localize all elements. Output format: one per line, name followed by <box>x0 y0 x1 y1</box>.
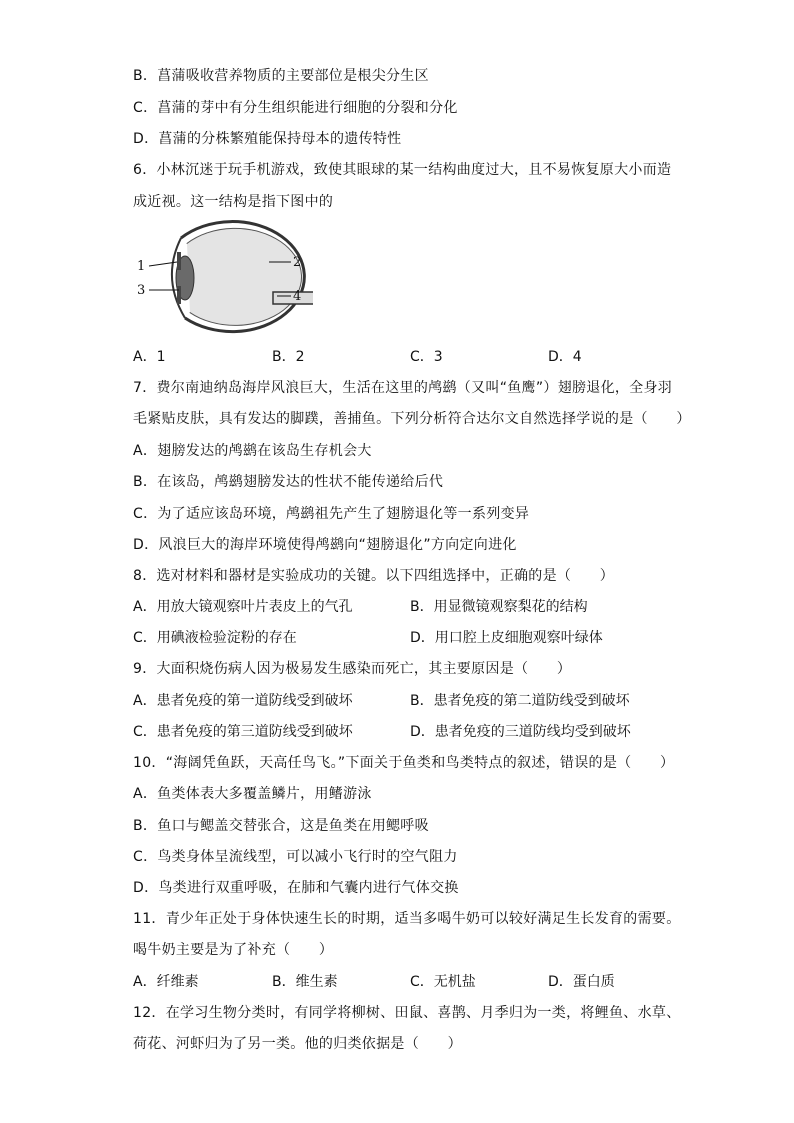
eyeball-body-fill <box>187 229 301 325</box>
q6-stem-line1: 6．小林沉迷于玩手机游戏，致使其眼球的某一结构曲度过大，且不易恢复原大小而造 <box>133 162 672 178</box>
q10-option-d: D．鸟类进行双重呼吸，在肺和气囊内进行气体交换 <box>133 880 459 896</box>
q9-option-b: B．患者免疫的第二道防线受到破坏 <box>410 693 630 709</box>
q6-option-b: B．2 <box>272 349 305 365</box>
q11-option-c: C．无机盐 <box>410 974 476 990</box>
q5-option-c: C．菖蒲的芽中有分生组织能进行细胞的分裂和分化 <box>133 100 458 116</box>
q11-option-d: D．蛋白质 <box>548 974 615 990</box>
q8-option-b: B．用显微镜观察梨花的结构 <box>410 599 588 615</box>
q5-option-b: B．菖蒲吸收营养物质的主要部位是根尖分生区 <box>133 68 429 84</box>
q8-stem: 8．选对材料和器材是实验成功的关键。以下四组选择中，正确的是（ ） <box>133 568 615 584</box>
q12-stem-line2: 荷花、河虾归为了另一类。他的归类依据是（ ） <box>133 1036 462 1052</box>
label-2: 2 <box>293 255 302 270</box>
q10-option-b: B．鱼口与鳃盖交替张合，这是鱼类在用鳃呼吸 <box>133 818 429 834</box>
q11-option-a: A．纤维素 <box>133 974 199 990</box>
q11-stem-line2: 喝牛奶主要是为了补充（ ） <box>133 942 334 958</box>
q9-option-c: C．患者免疫的第三道防线受到破坏 <box>133 724 353 740</box>
q7-stem-line2: 毛紧贴皮肤，具有发达的脚蹼，善捕鱼。下列分析符合达尔文自然选择学说的是（ ） <box>133 411 691 427</box>
label-1: 1 <box>137 259 146 274</box>
q10-option-a: A．鱼类体表大多覆盖鳞片，用鳍游泳 <box>133 786 372 802</box>
q8-option-d: D．用口腔上皮细胞观察叶绿体 <box>410 630 603 646</box>
q8-option-c: C．用碘液检验淀粉的存在 <box>133 630 297 646</box>
q12-stem-line1: 12．在学习生物分类时，有同学将柳树、田鼠、喜鹊、月季归为一类，将鲤鱼、水草、 <box>133 1005 681 1021</box>
iris <box>177 252 181 270</box>
q7-option-a: A．翅膀发达的鸬鹚在该岛生存机会大 <box>133 443 372 459</box>
q5-option-d: D．菖蒲的分株繁殖能保持母本的遗传特性 <box>133 131 402 147</box>
q10-option-c: C．鸟类身体呈流线型，可以减小飞行时的空气阻力 <box>133 849 458 865</box>
q7-option-b: B．在该岛，鸬鹚翅膀发达的性状不能传递给后代 <box>133 474 444 490</box>
q8-option-a: A．用放大镜观察叶片表皮上的气孔 <box>133 599 353 615</box>
label-4: 4 <box>293 289 302 304</box>
q9-option-a: A．患者免疫的第一道防线受到破坏 <box>133 693 353 709</box>
label-3: 3 <box>137 283 146 298</box>
q7-stem-line1: 7．费尔南迪纳岛海岸风浪巨大，生活在这里的鸬鹚（又叫“鱼鹰”）翅膀退化，全身羽 <box>133 380 673 396</box>
q10-stem: 10．“海阔凭鱼跃，天高任鸟飞。”下面关于鱼类和鸟类特点的叙述，错误的是（ ） <box>133 755 675 771</box>
q11-stem-line1: 11．青少年正处于身体快速生长的时期，适当多喝牛奶可以较好满足生长发育的需要。 <box>133 911 681 927</box>
eyeball-diagram <box>133 218 313 336</box>
q6-option-d: D．4 <box>548 349 582 365</box>
q9-option-d: D．患者免疫的三道防线均受到破坏 <box>410 724 631 740</box>
q6-option-c: C．3 <box>410 349 443 365</box>
q6-stem-line2: 成近视。这一结构是指下图中的 <box>133 194 334 210</box>
q7-option-c: C．为了适应该岛环境，鸬鹚祖先产生了翅膀退化等一系列变异 <box>133 506 530 522</box>
q9-stem: 9．大面积烧伤病人因为极易发生感染而死亡，其主要原因是（ ） <box>133 661 572 677</box>
q6-option-a: A．1 <box>133 349 166 365</box>
q11-option-b: B．维生素 <box>272 974 338 990</box>
q7-option-d: D．风浪巨大的海岸环境使得鸬鹚向“翅膀退化”方向定向进化 <box>133 537 517 553</box>
